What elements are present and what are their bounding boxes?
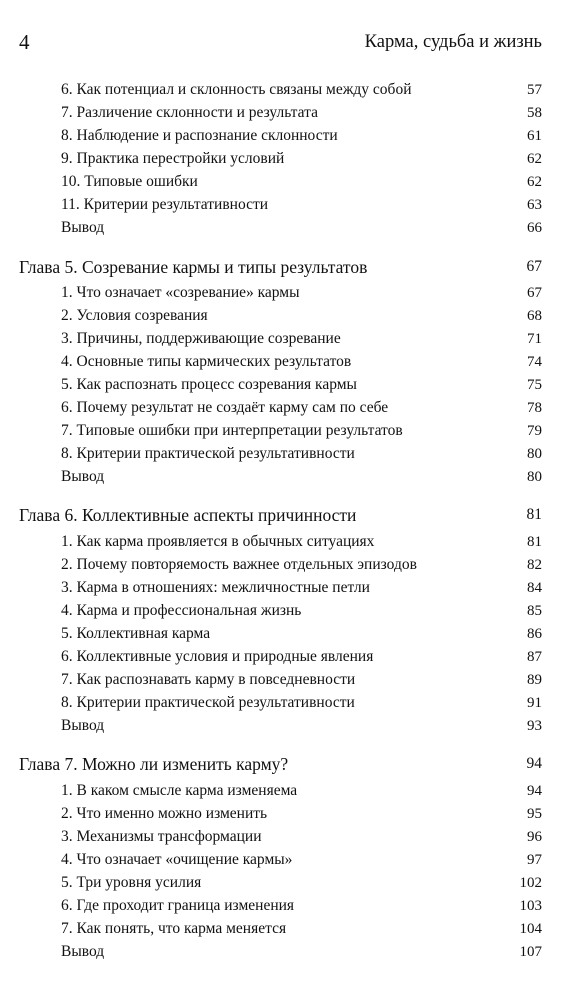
- toc-entry: [61, 171, 542, 193]
- toc-entry-page: 80: [527, 469, 542, 485]
- toc-entry: [61, 531, 542, 553]
- toc-entry: [61, 554, 542, 576]
- toc-entry: [61, 600, 542, 622]
- toc-entry: [61, 803, 542, 825]
- toc-entry: [61, 397, 542, 419]
- toc-entry-page: 57: [527, 82, 542, 98]
- toc-entry-title: 1. Как карма проявляется в обычных ситуациях: [61, 533, 375, 550]
- toc-entry-page: 91: [527, 695, 542, 711]
- toc-entry-title: 2. Почему повторяемость важнее отдельных эпизодов: [61, 556, 417, 573]
- toc-entry: [61, 872, 542, 894]
- page-number: 4: [19, 30, 30, 54]
- toc-entry: [61, 577, 542, 599]
- toc-entry-page: 89: [527, 672, 542, 688]
- toc-entry-page: 79: [527, 423, 542, 439]
- toc-entry-title: 3. Карма в отношениях: межличностные петли: [61, 579, 370, 596]
- toc-entry-page: 62: [527, 174, 542, 190]
- chapter-page: 67: [526, 258, 542, 275]
- toc-entry-page: 93: [527, 718, 542, 734]
- toc-entry-page: 107: [519, 944, 542, 960]
- toc-entry-page: 102: [519, 875, 542, 891]
- toc-entry-page: 61: [527, 128, 542, 144]
- toc-entry-page: 66: [527, 220, 542, 236]
- toc-entry: [61, 351, 542, 373]
- toc-entry: [61, 194, 542, 216]
- toc-entry: [61, 692, 542, 714]
- toc-entry-title: 8. Критерии практической результативности: [61, 445, 355, 462]
- chapter-page: 94: [526, 755, 542, 772]
- toc-entry-page: 84: [527, 580, 542, 596]
- toc-entry-page: 75: [527, 377, 542, 393]
- toc-entry: [61, 780, 542, 802]
- toc-entry-title: 8. Наблюдение и распознание склонности: [61, 127, 338, 144]
- toc-entry-page: 95: [527, 806, 542, 822]
- toc-entry-page: 67: [527, 285, 542, 301]
- toc-entry-title: 2. Что именно можно изменить: [61, 805, 268, 822]
- toc-entry-title: 6. Как потенциал и склонность связаны между собой: [61, 81, 412, 98]
- toc-entry-title: Вывод: [61, 717, 105, 734]
- chapter-heading: [19, 503, 542, 527]
- toc-entry-title: 7. Как распознавать карму в повседневности: [61, 671, 356, 688]
- chapter-page: 81: [526, 506, 542, 523]
- toc-entry-page: 86: [527, 626, 542, 642]
- toc-entry-title: Вывод: [61, 219, 105, 236]
- toc-entry-title: 7. Как понять, что карма меняется: [61, 920, 287, 937]
- toc-entry: [61, 102, 542, 124]
- toc-entry-title: 8. Критерии практической результативности: [61, 694, 355, 711]
- toc-entry-page: 78: [527, 400, 542, 416]
- toc-entry-page: 87: [527, 649, 542, 665]
- chapter-title: Глава 5. Созревание кармы и типы результатов: [19, 257, 368, 277]
- toc-entry-page: 85: [527, 603, 542, 619]
- toc-entry: [61, 305, 542, 327]
- toc-entry-title: Вывод: [61, 468, 105, 485]
- toc-entry-title: 3. Причины, поддерживающие созревание: [61, 330, 341, 347]
- running-title: Карма, судьба и жизнь: [364, 32, 542, 52]
- toc-entry: [61, 918, 542, 940]
- toc-entry: [61, 669, 542, 691]
- toc-entry-title: 4. Карма и профессиональная жизнь: [61, 602, 302, 619]
- toc-entry-title: 4. Что означает «очищение кармы»: [61, 851, 293, 868]
- toc-entry: [61, 79, 542, 101]
- toc-entry-title: 11. Критерии результативности: [61, 196, 269, 213]
- toc-entry-title: 10. Типовые ошибки: [61, 173, 198, 190]
- toc-entry-page: 94: [527, 783, 542, 799]
- toc-entry: [61, 125, 542, 147]
- toc-entry: [61, 328, 542, 350]
- toc-entry-title: 6. Коллективные условия и природные явления: [61, 648, 374, 665]
- toc-entry: [61, 466, 542, 488]
- toc-entry: [61, 282, 542, 304]
- toc-entry-title: 3. Механизмы трансформации: [61, 828, 262, 845]
- toc-entry-title: 6. Где проходит граница изменения: [61, 897, 295, 914]
- toc-entry-page: 71: [527, 331, 542, 347]
- toc-entry: [61, 715, 542, 737]
- toc-entry: [61, 826, 542, 848]
- toc-entry: [61, 217, 542, 239]
- toc-entry: [61, 443, 542, 465]
- toc-entry-page: 104: [519, 921, 542, 937]
- chapter-heading: [19, 255, 542, 279]
- toc-entry-page: 97: [527, 852, 542, 868]
- chapter-title: Глава 6. Коллективные аспекты причинности: [19, 505, 357, 525]
- toc-entry-title: Вывод: [61, 943, 105, 960]
- toc-entry-title: 2. Условия созревания: [61, 307, 208, 324]
- toc-entry-title: 1. В каком смысле карма изменяема: [61, 782, 298, 799]
- toc-entry: [61, 623, 542, 645]
- toc-entry-title: 9. Практика перестройки условий: [61, 150, 285, 167]
- toc-entry-title: 7. Различение склонности и результата: [61, 104, 318, 121]
- toc-entry-page: 62: [527, 151, 542, 167]
- toc-entry-page: 74: [527, 354, 542, 370]
- toc-entry: [61, 849, 542, 871]
- toc-entry-page: 68: [527, 308, 542, 324]
- toc-entry: [61, 420, 542, 442]
- toc-entry: [61, 895, 542, 917]
- toc-entry-page: 82: [527, 557, 542, 573]
- toc-entry-page: 58: [527, 105, 542, 121]
- toc-entry-page: 80: [527, 446, 542, 462]
- toc-entry: [61, 374, 542, 396]
- toc-entry-title: 7. Типовые ошибки при интерпретации результатов: [61, 422, 403, 439]
- toc-entry: [61, 646, 542, 668]
- toc-entry-title: 6. Почему результат не создаёт карму сам по себе: [61, 399, 389, 416]
- toc-entry: [61, 941, 542, 963]
- toc-entry-page: 103: [519, 898, 542, 914]
- chapter-heading: [19, 752, 542, 776]
- toc-entry-page: 81: [527, 534, 542, 550]
- toc-entry: [61, 148, 542, 170]
- toc-entry-title: 4. Основные типы кармических результатов: [61, 353, 352, 370]
- toc-entry-title: 5. Как распознать процесс созревания кармы: [61, 376, 357, 393]
- toc-entry-title: 5. Три уровня усилия: [61, 874, 202, 891]
- chapter-title: Глава 7. Можно ли изменить карму?: [19, 754, 289, 774]
- toc-entry-page: 63: [527, 197, 542, 213]
- toc-entry-title: 5. Коллективная карма: [61, 625, 211, 642]
- toc-entry-title: 1. Что означает «созревание» кармы: [61, 284, 300, 301]
- toc-entry-page: 96: [527, 829, 542, 845]
